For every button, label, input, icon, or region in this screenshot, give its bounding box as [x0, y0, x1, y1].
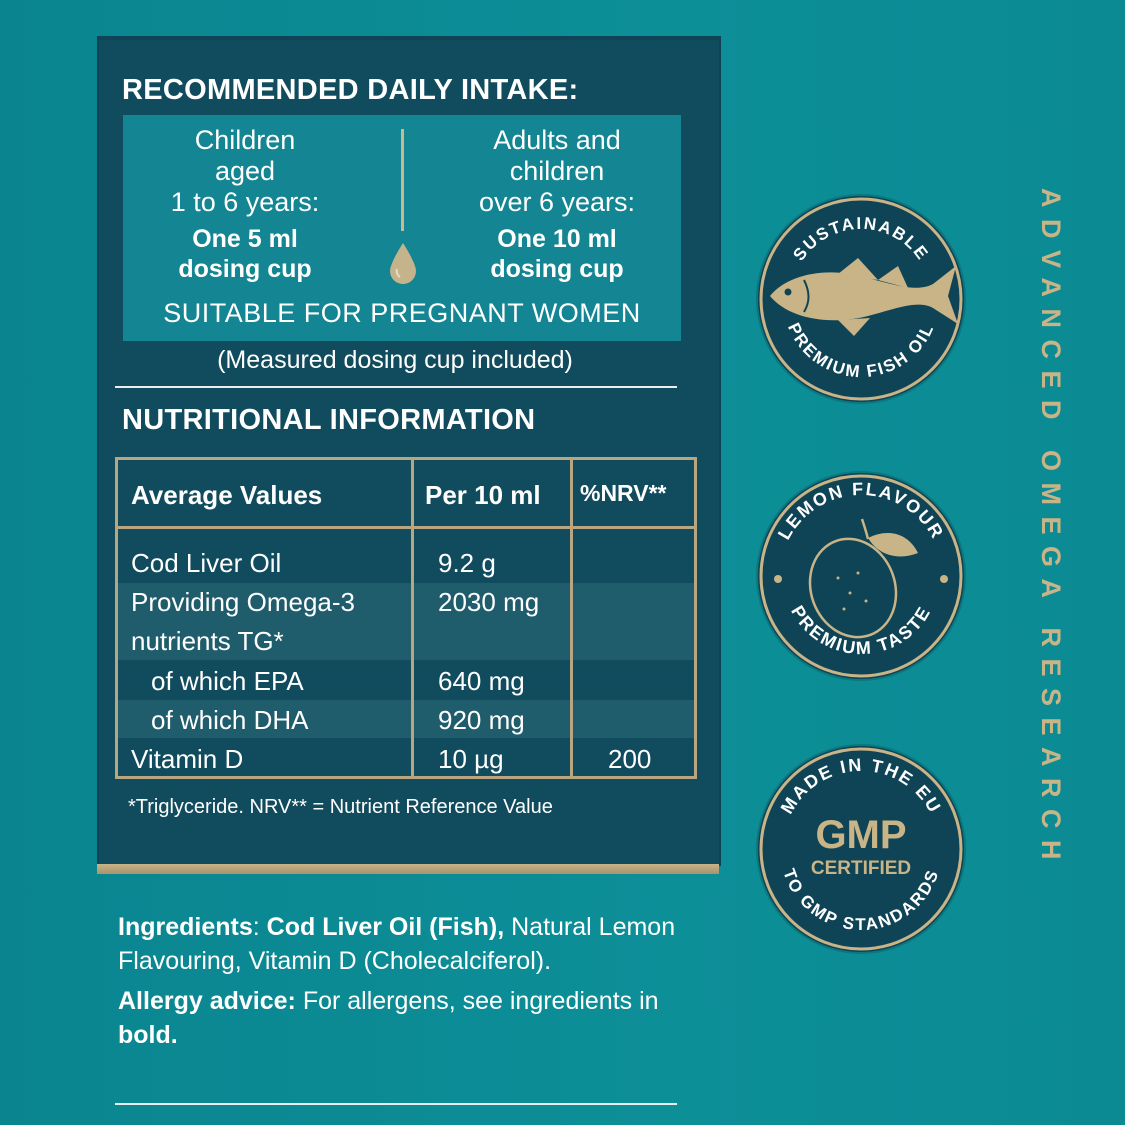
gmp-badge-art: [758, 746, 964, 952]
children-dose2: dosing cup: [178, 255, 312, 283]
row-dha-per: 920 mg: [438, 705, 525, 735]
row-omega-name2: nutrients TG*: [131, 626, 284, 656]
allergy-bold: bold.: [118, 1021, 178, 1049]
lemon-badge: [758, 473, 964, 679]
intake-divider: [401, 129, 404, 231]
row-cod-liver-oil-per: 9.2 g: [438, 548, 496, 578]
row-epa-name: of which EPA: [151, 666, 304, 696]
svg-text:MADE IN THE EU: [777, 755, 946, 818]
nutrition-table: [115, 457, 697, 779]
adults-dose1: One 10 ml: [497, 225, 617, 253]
row-cod-liver-oil-name: Cod Liver Oil: [131, 548, 282, 578]
table-divider: [570, 460, 573, 776]
children-column: [125, 125, 365, 284]
allergy-body: For allergens, see ingredients in: [302, 987, 659, 1015]
panel-top-line: [99, 36, 719, 40]
ingredients-block: [118, 910, 698, 1052]
side-brand-text: ADVANCED OMEGA RESEARCH: [1036, 188, 1066, 872]
row-dha-name: of which DHA: [151, 705, 309, 735]
row-vitamin-d-name: Vitamin D: [131, 744, 244, 774]
sustainable-bottom-text: PREMIUM FISH OIL: [784, 319, 938, 382]
intake-heading: RECOMMENDED DAILY INTAKE:: [122, 74, 579, 106]
divider-line: [115, 386, 677, 388]
adults-line3: over 6 years:: [478, 187, 636, 217]
lemon-badge-art: [758, 473, 964, 679]
adults-line1: Adults and: [493, 125, 621, 155]
table-divider: [118, 526, 694, 529]
measured-cup-note: (Measured dosing cup included): [217, 346, 573, 374]
gmp-bottom-text: TO GMP STANDARDS: [779, 866, 943, 935]
gmp-badge: [758, 746, 964, 952]
sustainable-top-text: SUSTAINABLE: [789, 213, 933, 265]
row-omega-name: Providing Omega-3: [131, 587, 355, 617]
table-divider: [411, 460, 414, 776]
sustainable-badge: [758, 196, 964, 402]
adults-line2: children: [509, 156, 605, 186]
row-vitamin-d-nrv: 200: [608, 744, 652, 774]
footnote: *Triglyceride. NRV** = Nutrient Reference Value: [128, 796, 553, 818]
row-epa-per: 640 mg: [438, 666, 525, 696]
adults-column: [437, 125, 677, 284]
nutrition-heading: NUTRITIONAL INFORMATION: [122, 404, 536, 436]
drop-icon: [388, 241, 418, 285]
lemon-top-text: LEMON FLAVOUR: [773, 478, 949, 543]
ingredients-label: Ingredients: [118, 913, 253, 941]
children-line1: Children: [194, 125, 296, 155]
sustainable-badge-art: [758, 196, 964, 402]
allergy-label: Allergy advice:: [118, 987, 296, 1015]
svg-text:SUSTAINABLE: [789, 214, 932, 264]
svg-text:LEMON FLAVOUR: [774, 479, 948, 543]
gmp-certified-label: CERTIFIED: [810, 858, 912, 879]
children-dose1: One 5 ml: [192, 225, 298, 253]
gmp-top-text: MADE IN THE EU: [776, 754, 946, 818]
column-header-nrv: %NRV**: [580, 480, 667, 506]
adults-dose2: dosing cup: [490, 255, 624, 283]
ingredients-bold: Cod Liver Oil (Fish),: [266, 913, 505, 941]
column-header-values: Average Values: [131, 480, 323, 510]
children-line2: aged: [214, 156, 276, 186]
gmp-label: GMP: [815, 813, 907, 857]
intake-box: [123, 115, 681, 341]
row-vitamin-d-per: 10 µg: [438, 744, 504, 774]
bottom-divider: [115, 1103, 677, 1105]
gold-band: [97, 864, 719, 874]
row-omega-per: 2030 mg: [438, 587, 540, 617]
svg-text:PREMIUM FISH OIL: [784, 320, 938, 381]
children-line3: 1 to 6 years:: [170, 187, 320, 217]
allergy-text: [118, 984, 698, 1052]
column-header-per: Per 10 ml: [425, 480, 541, 510]
pregnant-notice: SUITABLE FOR PREGNANT WOMEN: [163, 298, 641, 328]
ingredients-rest: Natural Lemon Flavouring, Vitamin D (Cholecalciferol).: [118, 913, 676, 975]
lemon-bottom-text: PREMIUM TASTE: [787, 602, 935, 659]
ingredients-text: Ingredients: Cod Liver Oil (Fish), Natural Lemon Flavouring, Vitamin D (Cholecalciferol).: [118, 913, 676, 975]
